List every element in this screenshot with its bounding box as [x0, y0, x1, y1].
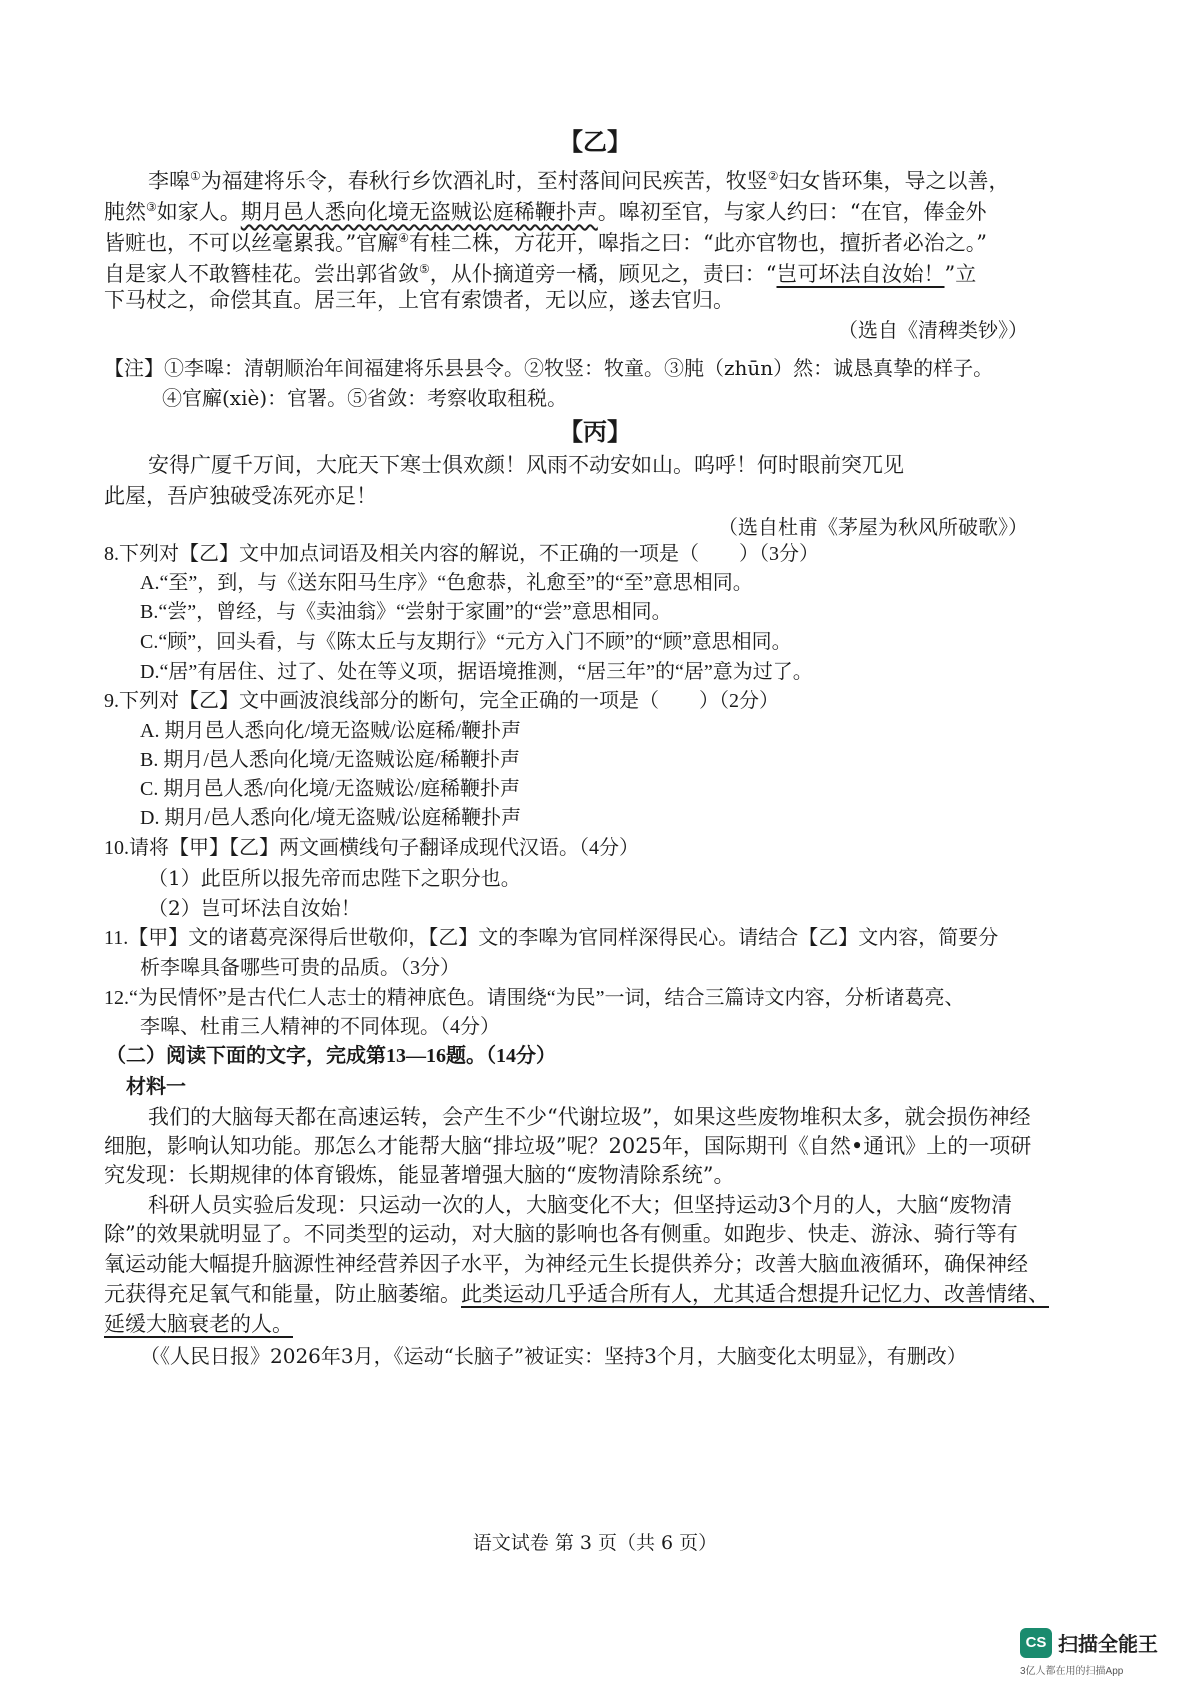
- q8-stem: 8.下列对【乙】文中加点词语及相关内容的解说，不正确的一项是（ ）（3分）: [104, 543, 819, 565]
- material-line-6: 氧运动能大幅提升脑源性神经营养因子水平，为神经元生长提供养分；改善大脑血液循环，确保神经: [104, 1252, 1028, 1276]
- q9-option-c: C. 期月邑人悉/向化境/无盗贼讼/庭稀鞭扑声: [140, 778, 521, 800]
- yi-line-1: 李嗥①为福建将乐令，春秋行乡饮酒礼时，至村落间问民疾苦，牧竖②妇女皆环集，导之以善，: [148, 169, 1010, 193]
- yi-line-2: 肫然③如家人。期月邑人悉向化境无盗贼讼庭稀鞭扑声。嗥初至官，与家人约曰：“在官，俸金外: [104, 200, 987, 224]
- q8-option-d: D.“居”有居住、过了、处在等义项，据语境推测，“居三年”的“居”意为过了。: [140, 661, 813, 683]
- q8-option-b: B.“尝”，曾经，与《卖油翁》“尝射于家圃”的“尝”意思相同。: [140, 601, 672, 623]
- scanner-brand-name: 扫描全能王: [1058, 1634, 1158, 1656]
- yi-line-5: 下马杖之，命偿其直。居三年，上官有索馈者，无以应，遂去官归。: [104, 288, 734, 312]
- q10-item-1: （1）此臣所以报先帝而忠陛下之职分也。: [148, 866, 521, 890]
- yi-source: （选自《清稗类钞》）: [838, 318, 1028, 342]
- q11-line-1: 11.【甲】文的诸葛亮深得后世敬仰，【乙】文的李嗥为官同样深得民心。请结合【乙】文内容，简要分: [104, 927, 999, 949]
- underlined-sentence: 岂可坏法自汝始！: [776, 262, 945, 286]
- bing-line-1: 安得广厦千万间，大庇天下寒士俱欢颜！风雨不动安如山。呜呼！何时眼前突兀见: [148, 453, 904, 477]
- q9-stem: 9.下列对【乙】文中画波浪线部分的断句，完全正确的一项是（ ）（2分）: [104, 690, 779, 712]
- material-1-label: 材料一: [126, 1074, 186, 1098]
- yi-line-4: 自是家人不敢簪桂花。尝出郭省敛⑤，从仆摘道旁一橘，顾见之，责曰：“岂可坏法自汝始！”立: [104, 262, 977, 286]
- wavy-underlined-sentence: 期月邑人悉向化境无盗贼讼庭稀鞭扑声: [240, 200, 598, 224]
- scanner-watermark: [1020, 1624, 1170, 1676]
- q9-option-a: A. 期月邑人悉向化/境无盗贼/讼庭稀/鞭扑声: [140, 720, 522, 742]
- material-source: （《人民日报》2026年3月，《运动“长脑子”被证实：坚持3个月，大脑变化太明显》，有删改）: [140, 1344, 967, 1368]
- bing-line-2: 此屋，吾庐独破受冻死亦足！: [104, 484, 377, 508]
- material-line-5: 除”的效果就明显了。不同类型的运动，对大脑的影响也各有侧重。如跑步、快走、游泳、骑行等有: [104, 1222, 1018, 1246]
- section-bing-heading: 【丙】: [559, 417, 631, 446]
- material-line-4: 科研人员实验后发现：只运动一次的人，大脑变化不大；但坚持运动3个月的人，大脑“废物清: [148, 1193, 1013, 1217]
- yi-line-3: 皆赃也，不可以丝毫累我。”官廨④有桂二株，方花开，嗥指之曰：“此亦官物也，擅折者必治之。”: [104, 231, 987, 255]
- q8-option-a: A.“至”，到，与《送东阳马生序》“色愈恭，礼愈至”的“至”意思相同。: [140, 572, 753, 594]
- part2-heading: （二）阅读下面的文字，完成第13—16题。（14分）: [106, 1045, 556, 1067]
- material-line-1: 我们的大脑每天都在高速运转，会产生不少“代谢垃圾”，如果这些废物堆积太多，就会损伤神经: [148, 1105, 1031, 1129]
- notes-line-1: 【注】①李嗥：清朝顺治年间福建将乐县县令。②牧竖：牧童。③肫（zhūn）然：诚恳真挚的样子。: [104, 356, 994, 380]
- q9-option-b: B. 期月/邑人悉向化境/无盗贼讼庭/稀鞭扑声: [140, 749, 521, 771]
- q12-line-2: 李嗥、杜甫三人精神的不同体现。（4分）: [140, 1016, 500, 1038]
- scanner-tagline: 3亿人都在用的扫描App: [1020, 1666, 1124, 1677]
- q8-option-c: C.“顾”，回头看，与《陈太丘与友期行》“元方入门不顾”的“顾”意思相同。: [140, 631, 792, 653]
- underlined-sentence-material: 此类运动几乎适合所有人，尤其适合想提升记忆力、改善情绪、: [461, 1282, 1049, 1306]
- notes-line-2: ④官廨(xiè)：官署。⑤省敛：考察收取租税。: [162, 386, 568, 410]
- q9-option-d: D. 期月/邑人悉向化/境无盗贼/讼庭稀鞭扑声: [140, 807, 522, 829]
- page-footer: 语文试卷 第 3 页（共 6 页）: [472, 1532, 718, 1554]
- material-line-7: 元获得充足氧气和能量，防止脑萎缩。此类运动几乎适合所有人，尤其适合想提升记忆力、改善情绪、: [104, 1282, 1049, 1306]
- section-yi-heading: 【乙】: [559, 127, 631, 156]
- material-line-8: 延缓大脑衰老的人。: [104, 1312, 293, 1336]
- material-line-2: 细胞，影响认知功能。那怎么才能帮大脑“排垃圾”呢？2025年，国际期刊《自然•通讯》上的一项研: [104, 1134, 1032, 1158]
- q10-stem: 10.请将【甲】【乙】两文画横线句子翻译成现代汉语。（4分）: [104, 837, 639, 859]
- q11-line-2: 析李嗥具备哪些可贵的品质。（3分）: [140, 957, 460, 979]
- bing-source: （选自杜甫《茅屋为秋风所破歌》）: [718, 515, 1028, 539]
- material-line-3: 究发现：长期规律的体育锻炼，能显著增强大脑的“废物清除系统”。: [104, 1163, 735, 1187]
- q12-line-1: 12.“为民情怀”是古代仁人志士的精神底色。请围绕“为民”一词，结合三篇诗文内容，分析诸葛亮、: [104, 987, 965, 1009]
- q10-item-2: （2）岂可坏法自汝始！: [148, 896, 361, 920]
- scanner-logo-icon: CS: [1020, 1628, 1052, 1658]
